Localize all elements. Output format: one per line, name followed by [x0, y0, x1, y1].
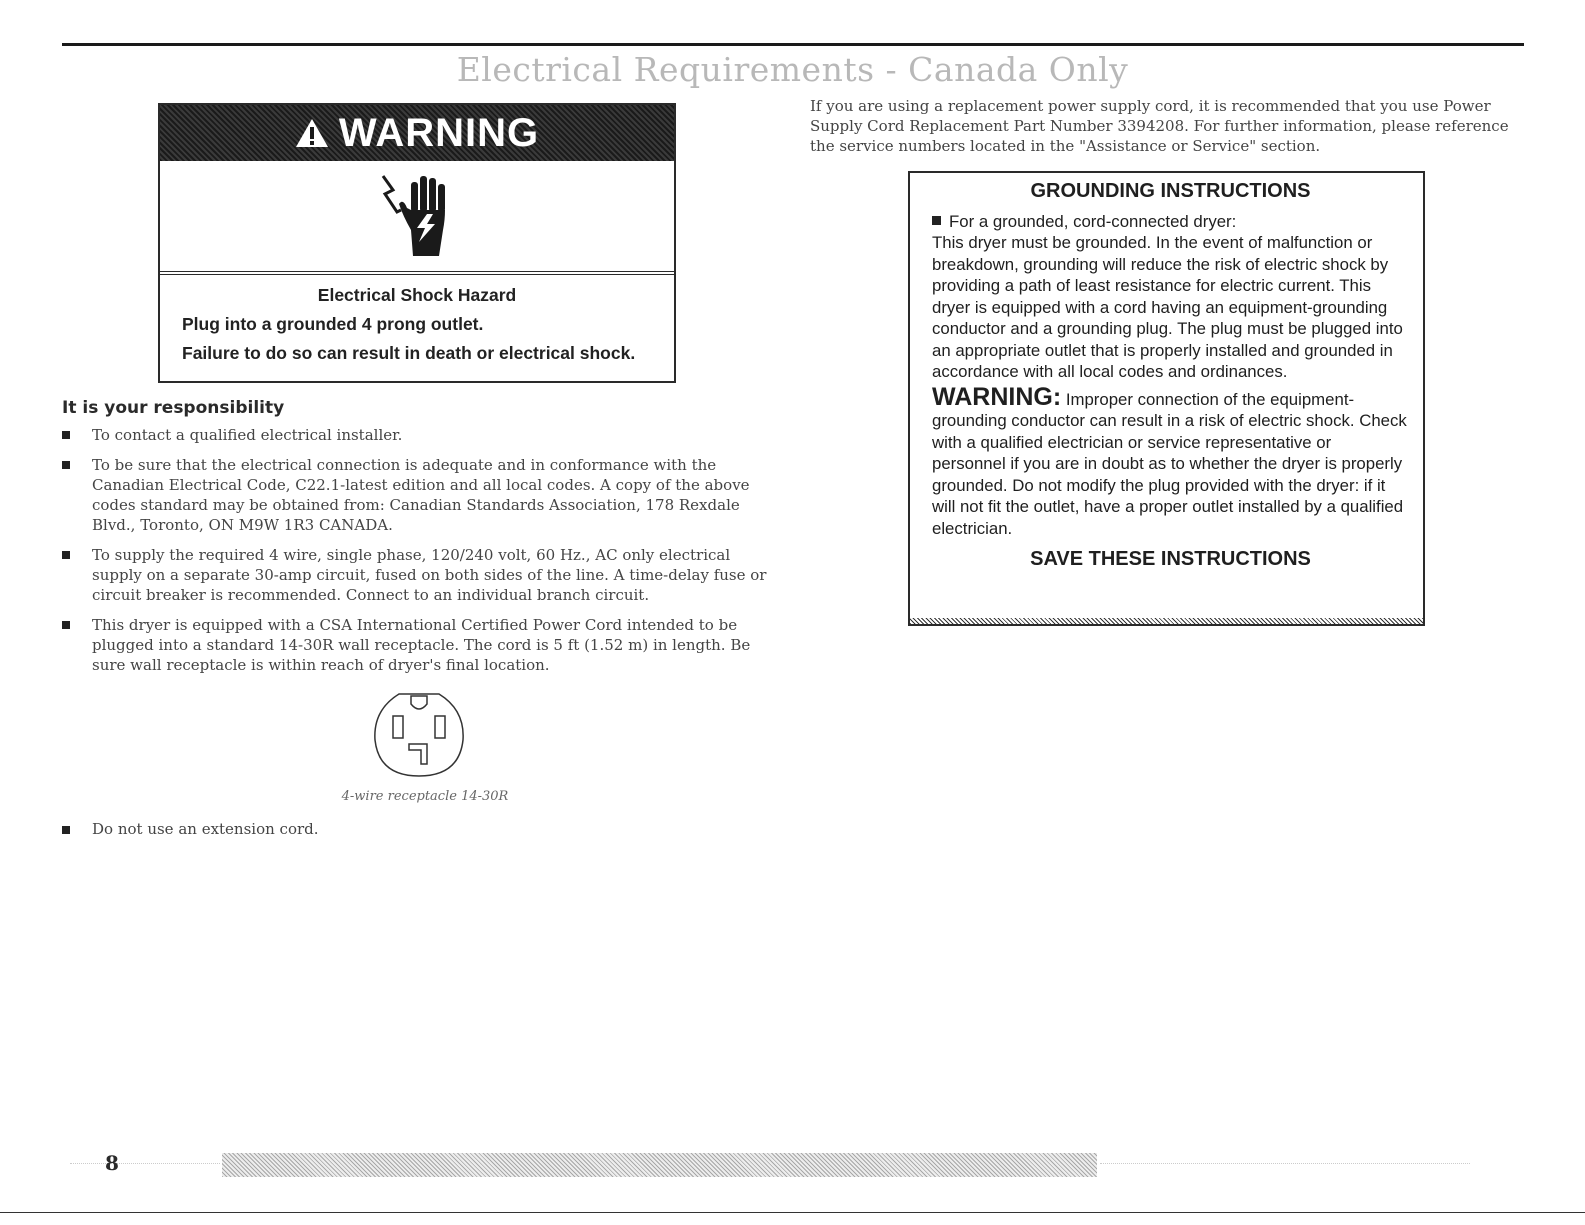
warning-line-1: Plug into a grounded 4 prong outlet. — [182, 314, 484, 334]
warning-line-2: Failure to do so can result in death or electrical shock. — [182, 343, 636, 363]
grounding-warning-text: Improper connection of the equipment-grounding conductor can result in a risk of electric shock. Check with a qualified electrician or service representative or personnel if you are in doubt as to whether the dryer is properly grounded. Do not modify the plug provided with the dryer: if it will not fit the outlet, have a proper outlet installed by a qualified electrician. — [932, 389, 1407, 538]
warning-icon-area — [160, 161, 674, 275]
top-rule — [62, 43, 1524, 46]
warning-header — [160, 105, 674, 161]
bullet-icon — [932, 216, 941, 225]
responsibility-list — [62, 425, 782, 685]
responsibility-heading: It is your responsibility — [62, 398, 285, 418]
list-item: This dryer is equipped with a CSA International Certified Power Cord intended to be plugged into a standard 14-30R wall receptacle. The cord is 5 ft (1.52 m) in length. Be sure wall receptacle is within reach of dryer's final location. — [62, 615, 782, 675]
footer-divider — [70, 1163, 220, 1164]
grounding-instructions-box — [908, 171, 1425, 626]
warning-triangle-icon — [295, 118, 329, 148]
bullet-icon — [62, 551, 70, 559]
warning-text — [160, 275, 674, 364]
bullet-icon — [62, 461, 70, 469]
list-item: To contact a qualified electrical installer. — [62, 425, 782, 445]
replacement-cord-paragraph: If you are using a replacement power supply cord, it is recommended that you use Power Supply Cord Replacement Part Number 3394208. For further information, please reference the service numbers located in the "Assistance or Service" section. — [810, 97, 1509, 155]
receptacle-diagram-icon — [369, 688, 469, 782]
list-item: Do not use an extension cord. — [62, 820, 319, 838]
grounding-bullet: For a grounded, cord-connected dryer: — [932, 211, 1409, 233]
list-item: To be sure that the electrical connection is adequate and in conformance with the Canadian Electrical Code, C22.1-latest edition and all local codes. A copy of the above codes standard may be obtained from: Canadian Standards Association, 178 Rexdale Blvd., Toronto, ON M9W 1R3 CANADA. — [62, 455, 782, 535]
hazard-title: Electrical Shock Hazard — [317, 285, 517, 305]
receptacle-caption: 4-wire receptacle 14-30R — [341, 789, 509, 804]
page-title: Electrical Requirements - Canada Only — [456, 50, 1129, 89]
warning-label: WARNING — [338, 110, 540, 155]
grounding-title: GROUNDING INSTRUCTIONS — [1030, 180, 1311, 202]
footer-divider — [1100, 1163, 1470, 1164]
bullet-icon — [62, 621, 70, 629]
bullet-icon — [62, 431, 70, 439]
list-item: To supply the required 4 wire, single phase, 120/240 volt, 60 Hz., AC only electrical supply on a separate 30-amp circuit, fused on both sides of the line. A time-delay fuse or circuit breaker is recommended. Connect to an individual branch circuit. — [62, 545, 782, 605]
grounding-body: This dryer must be grounded. In the event of malfunction or breakdown, grounding will reduce the risk of electric shock by providing a path of least resistance for electric current. This dryer is equipped with a cord having an equipment-grounding conductor and a grounding plug. The plug must be plugged into an appropriate outlet that is properly installed and grounded in accordance with all local codes and ordinances. — [932, 233, 1403, 381]
bottom-rule — [0, 1212, 1585, 1213]
grounding-warning — [932, 382, 1409, 540]
bullet-icon — [62, 826, 70, 834]
page-number: 8 — [105, 1151, 119, 1175]
save-instructions: SAVE THESE INSTRUCTIONS — [1030, 548, 1311, 570]
grounding-warning-label: WARNING: — [932, 382, 1062, 411]
footer-band — [222, 1153, 1097, 1177]
warning-box — [158, 103, 676, 383]
electric-shock-hand-icon — [377, 168, 457, 264]
